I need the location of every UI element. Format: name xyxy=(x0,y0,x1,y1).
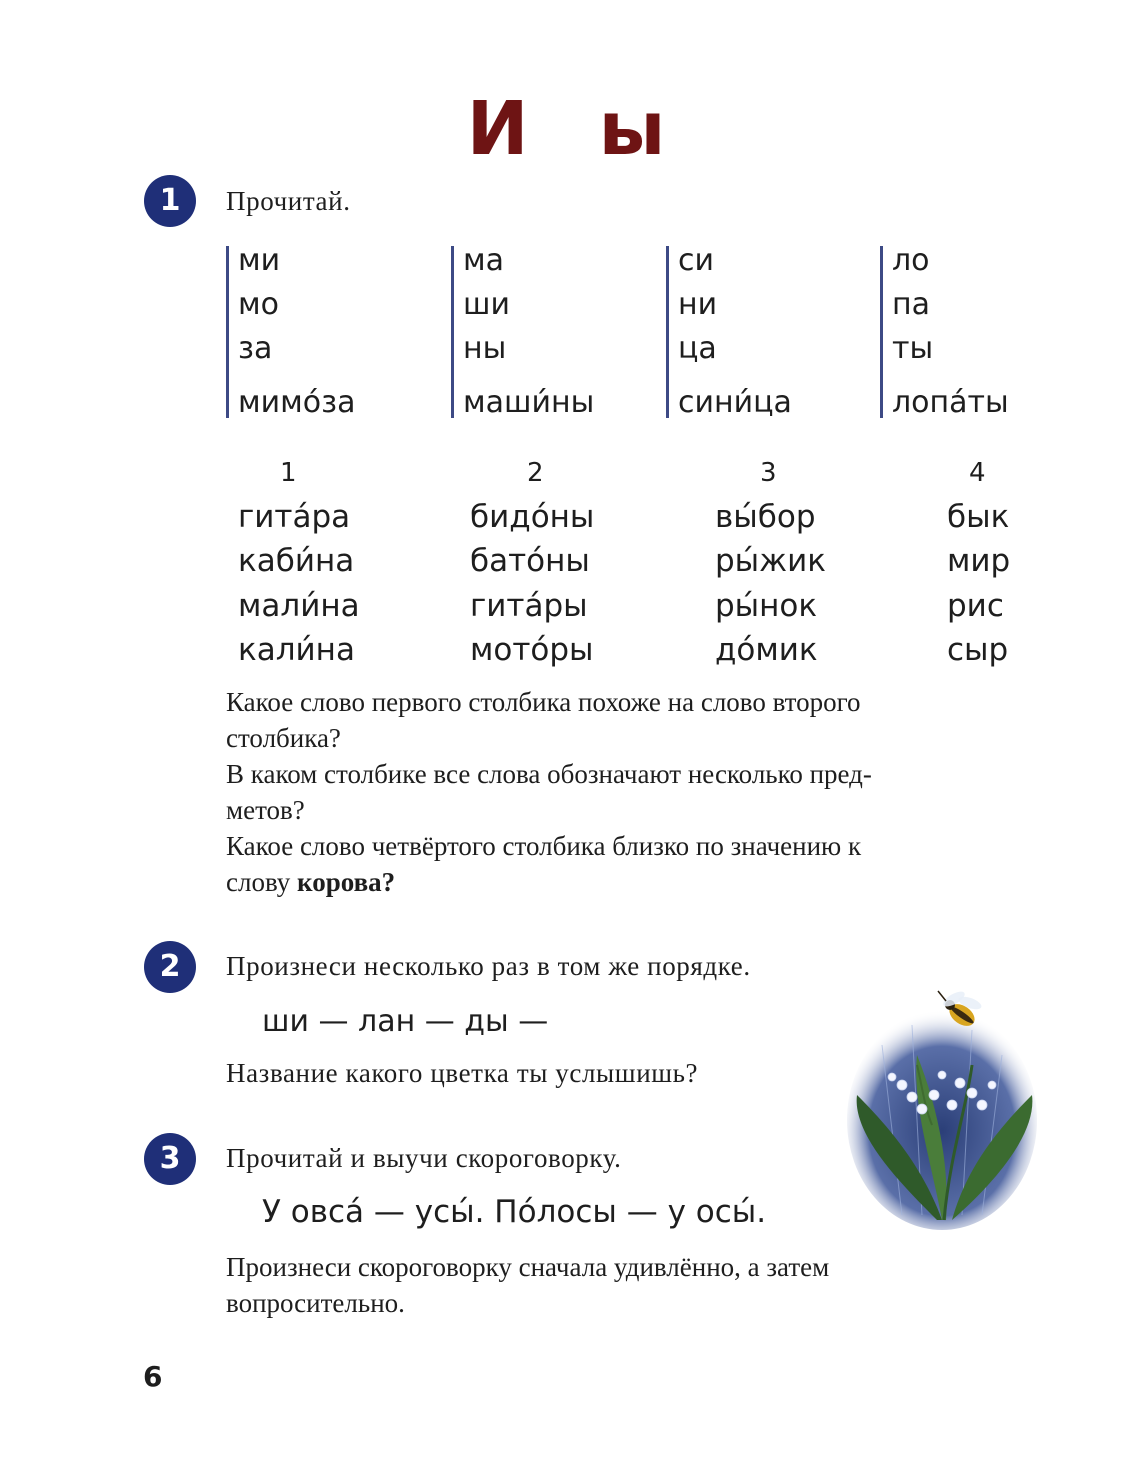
column-divider xyxy=(451,246,454,418)
exercise-question: Название какого цветка ты услышишь? xyxy=(226,1058,699,1088)
question-line xyxy=(226,864,1038,900)
word: ры́жик xyxy=(715,543,826,579)
word: рис xyxy=(947,588,1004,624)
syllable: па xyxy=(892,287,930,322)
keyword-bold: корова? xyxy=(297,867,396,897)
syllable: ца xyxy=(678,331,717,366)
column-number: 4 xyxy=(969,458,986,488)
question-line: Какое слово четвёртого столбика близко по значению к xyxy=(226,831,862,861)
word: кали́на xyxy=(238,632,355,668)
syllable: ма xyxy=(463,243,505,278)
page-title xyxy=(0,86,1132,172)
question-line: столбика? xyxy=(226,723,341,753)
word: бык xyxy=(947,499,1010,535)
syllable: ты xyxy=(892,331,934,366)
word: гита́ра xyxy=(238,499,351,535)
word: каби́на xyxy=(238,543,355,579)
column-divider xyxy=(226,246,229,418)
column-number: 2 xyxy=(527,458,544,488)
exercise-task xyxy=(226,1249,1038,1321)
question-line: В каком столбике все слова обозначают несколько пред- xyxy=(226,759,872,789)
column-number: 3 xyxy=(760,458,777,488)
composed-word: мимо́за xyxy=(238,385,356,420)
syllable: ло xyxy=(892,243,930,278)
word: мото́ры xyxy=(470,632,594,668)
exercise-instruction: Прочитай и выучи скороговорку. xyxy=(226,1143,622,1173)
page-number: 6 xyxy=(143,1360,163,1393)
word: гита́ры xyxy=(470,588,588,624)
syllable: ны xyxy=(463,331,507,366)
word: бато́ны xyxy=(470,543,590,579)
word: вы́бор xyxy=(715,499,816,535)
column-number: 1 xyxy=(280,458,297,488)
question-line: метов? xyxy=(226,795,305,825)
syllable: мо xyxy=(238,287,279,322)
title-letter-lowercase: ы xyxy=(598,86,666,172)
word: бидо́ны xyxy=(470,499,595,535)
syllable: ши xyxy=(463,287,510,322)
syllable: за xyxy=(238,331,273,366)
composed-word: сини́ца xyxy=(678,385,792,420)
exercise-number-badge: 3 xyxy=(144,1133,196,1185)
question-text: слову xyxy=(226,867,298,897)
exercise-instruction: Прочитай. xyxy=(226,186,351,216)
question-line: Какое слово первого столбика похоже на слово второго xyxy=(226,687,861,717)
exercise-number-badge: 1 xyxy=(144,175,196,227)
title-letter-uppercase: И xyxy=(466,86,529,172)
task-line: вопросительно. xyxy=(226,1288,405,1318)
column-divider xyxy=(880,246,883,418)
word: мир xyxy=(947,543,1011,579)
exercise-instruction: Произнеси несколько раз в том же порядке. xyxy=(226,951,751,981)
column-divider xyxy=(666,246,669,418)
lily-of-the-valley-illustration xyxy=(842,985,1042,1230)
exercise-number-badge: 2 xyxy=(144,941,196,993)
syllable-phrase: ши — лан — ды — xyxy=(262,1004,549,1039)
syllable: си xyxy=(678,243,714,278)
word: мали́на xyxy=(238,588,360,624)
task-line: Произнеси скороговорку сначала удивлённо, а затем xyxy=(226,1252,830,1282)
exercise-questions xyxy=(226,684,1038,900)
tongue-twister: У овса́ — усы́. По́лосы — у осы́. xyxy=(262,1194,767,1230)
syllable: ми xyxy=(238,243,281,278)
word: ры́нок xyxy=(715,588,818,624)
composed-word: маши́ны xyxy=(463,385,595,420)
composed-word: лопа́ты xyxy=(892,385,1009,420)
word: сыр xyxy=(947,632,1009,668)
syllable: ни xyxy=(678,287,718,322)
word: до́мик xyxy=(715,632,818,668)
